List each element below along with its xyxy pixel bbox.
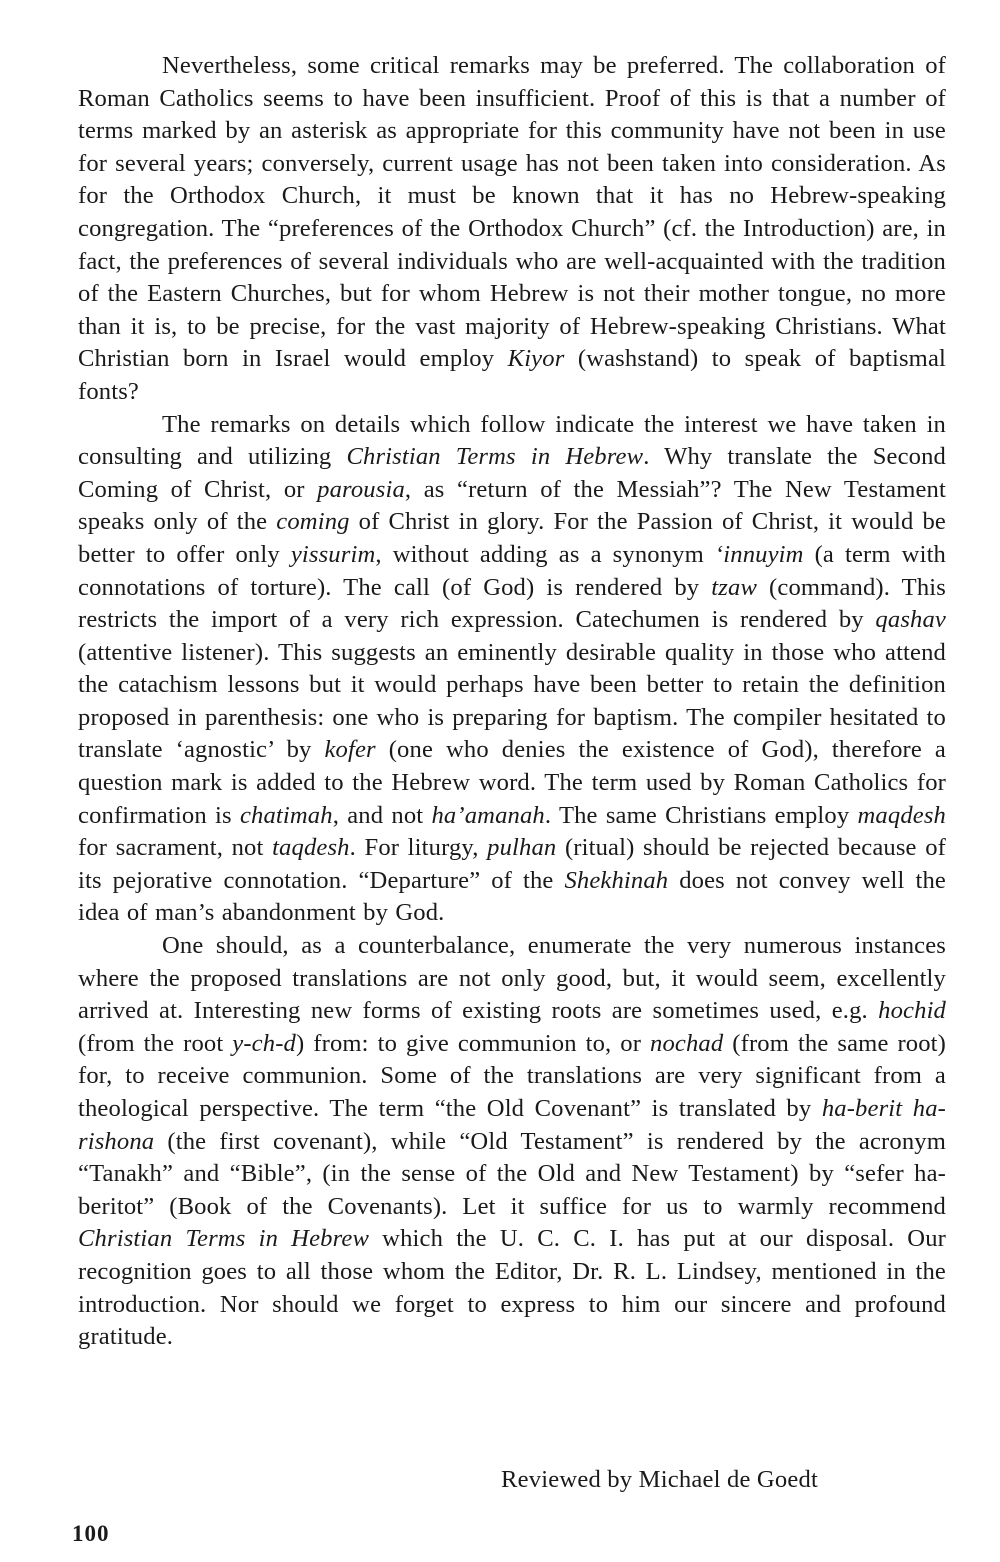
italic-term: parousia [317, 475, 405, 503]
italic-term: Shekhinah [564, 866, 669, 894]
italic-term: nochad [650, 1029, 724, 1057]
italic-term: Christian Terms in Hebrew [78, 1225, 370, 1253]
italic-term: tzaw [711, 573, 758, 601]
italic-term: ha-berit ha-rishona [78, 1095, 946, 1155]
italic-term: Christian Terms in Hebrew [346, 443, 644, 471]
text-run: (a term with connotations of torture). The call (of God) is rendered by [78, 540, 947, 601]
text-run: does not convey well the idea of man’s abandonment by God. [78, 866, 946, 927]
text-run: , without adding as a synonym [375, 540, 715, 568]
text-run: (from the root [78, 1029, 233, 1057]
text-run: of Christ in glory. For the Passion of Christ, it would be better to offer only [78, 508, 946, 568]
paragraph-1 [78, 50, 946, 409]
italic-term: hochid [878, 997, 946, 1025]
text-run: One should, as a counterbalance, enumerate the very numerous instances where the proposed translations are not only good, but, it would seem, excellently arrived at. Interesting new forms of existing roots are sometimes used, e.g. [78, 932, 946, 1025]
italic-term: ‘innuyim [714, 540, 804, 568]
page-number: 100 [72, 1521, 110, 1546]
text-run: , and not [332, 801, 432, 829]
text-run: for sacrament, not [78, 834, 273, 862]
text-run: (one who denies the existence of God), therefore a question mark is added to the Hebrew word. The term used by Roman Catholics for confirmation is [78, 736, 946, 829]
document-body [78, 50, 946, 1354]
text-run: . The same Christians employ [544, 801, 858, 829]
italic-term: y-ch-d [232, 1029, 296, 1057]
text-run: . Why translate the Second Coming of Christ, or [78, 443, 946, 503]
text-run: (ritual) should be rejected because of its pejorative connotation. “Departure” of the [78, 834, 946, 894]
text-run: (the first covenant), while “Old Testament” is rendered by the acronym “Tanakh” and “Bible”, (in the sense of the Old and New Testament) by “sefer ha-beritot” (Book of the Covenants). Let it suffice for us to warmly recommend [78, 1127, 946, 1220]
text-run: which the U. C. C. I. has put at our disposal. Our recognition goes to all those whom the Editor, Dr. R. L. Lindsey, mentioned in the introduction. Nor should we forget to express to him our sincere and profound gratitude. [78, 1225, 947, 1351]
italic-term: chatimah [239, 801, 333, 829]
italic-term: kofer [324, 736, 376, 764]
text-run: (command). This restricts the import of a very rich expression. Catechumen is rendered by [78, 573, 946, 634]
italic-term: Kiyor [507, 345, 565, 373]
text-run: , as “return of the Messiah”? The New Testament speaks only of the [78, 475, 946, 536]
text-run: ) from: to give communion to, or [296, 1029, 651, 1057]
italic-term: qashav [875, 606, 946, 634]
italic-term: maqdesh [857, 801, 947, 829]
text-run: (from the same root) for, to receive communion. Some of the translations are very significant from a theological perspective. The term “the Old Covenant” is translated by [78, 1029, 947, 1122]
italic-term: coming [276, 508, 350, 536]
text-run: . For liturgy, [349, 834, 488, 862]
italic-term: pulhan [487, 834, 557, 862]
italic-term: ha’amanah [431, 801, 545, 829]
text-run: (washstand) to speak of baptismal fonts? [78, 345, 947, 405]
text-run: The remarks on details which follow indicate the interest we have taken in consulting and utilizing [78, 410, 946, 471]
italic-term: taqdesh [272, 834, 350, 862]
text-run: Nevertheless, some critical remarks may be preferred. The collaboration of Roman Catholics seems to have been insufficient. Proof of this is that a number of terms marked by an asterisk as appropriate for this community have not been in use for several years; conversely, current usage has not been taken into consideration. As for the Orthodox Church, it must be known that it has no Hebrew-speaking congregation. The “preferences of the Orthodox Church” (cf. the Introduction) are, in fact, the preferences of several individuals who are well-acquainted with the tradition of the Eastern Churches, but for whom Hebrew is not their mother tongue, no more than it is, to be precise, for the vast majority of Hebrew-speaking Christians. What Christian born in Israel would employ [78, 52, 946, 373]
italic-term: yissurim [290, 540, 376, 568]
paragraph-3 [78, 930, 946, 1354]
paragraph-2 [78, 409, 946, 931]
reviewer-signature: Reviewed by Michael de Goedt [501, 1466, 819, 1493]
text-run: (attentive listener). This suggests an eminently desirable quality in those who attend the catachism lessons but it would perhaps have been better to retain the definition proposed in parenthesis: one who is preparing for baptism. The compiler hesitated to translate ‘agnostic’ by [78, 638, 946, 764]
